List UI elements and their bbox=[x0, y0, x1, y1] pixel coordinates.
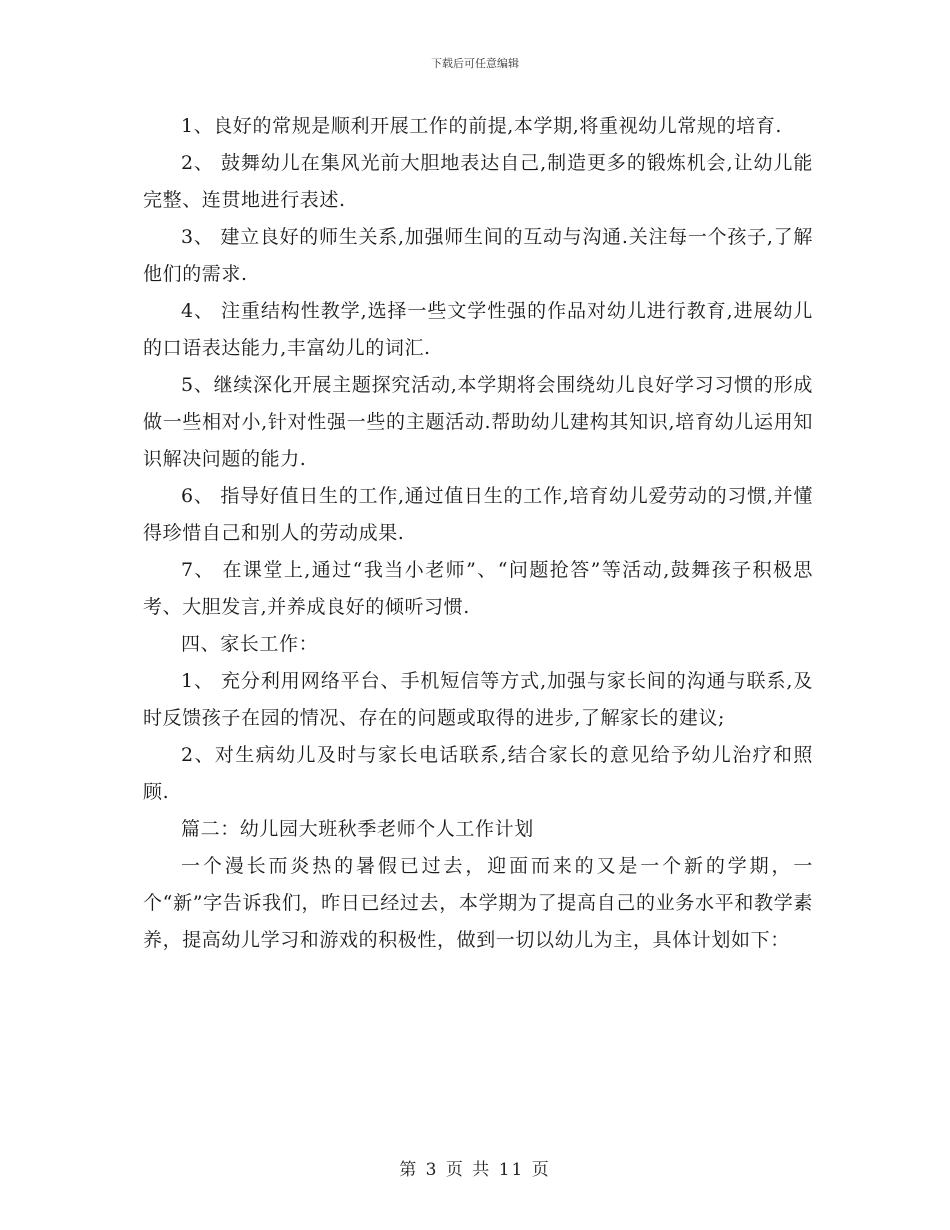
section-heading-parent-work: 四、家长工作： bbox=[181, 633, 319, 655]
page-header: 下载后可任意编辑 bbox=[431, 57, 519, 70]
paragraph-parent-2: 2、对生病幼儿及时与家长电话联系,结合家长的意见给予幼儿治疗和照顾. bbox=[143, 744, 813, 803]
paragraph-4: 4、 注重结构性教学,选择一些文学性强的作品对幼儿进行教育,进展幼儿的口语表达能力,丰富幼儿的词汇. bbox=[143, 300, 813, 359]
page-number: 第 3 页 共 11 页 bbox=[399, 1160, 551, 1180]
paragraph-intro: 一个漫长而炎热的暑假已过去，迎面而来的又是一个新的学期，一个“新”字告诉我们，昨日已经过去，本学期为了提高自己的业务水平和教学素养，提高幼儿学习和游戏的积极性，做到一切以幼儿为主，具体计划如下： bbox=[143, 855, 813, 951]
paragraph-1: 1、良好的常规是顺利开展工作的前提,本学期,将重视幼儿常规的培育. bbox=[181, 115, 783, 137]
paragraph-7: 7、 在课堂上,通过“我当小老师”、“问题抢答”等活动,鼓舞孩子积极思考、大胆发言,并养成良好的倾听习惯. bbox=[143, 559, 813, 618]
paragraph-6: 6、 指导好值日生的工作,通过值日生的工作,培育幼儿爱劳动的习惯,并懂得珍惜自己和别人的劳动成果. bbox=[143, 485, 813, 544]
paragraph-2: 2、 鼓舞幼儿在集风光前大胆地表达自己,制造更多的锻炼机会,让幼儿能完整、连贯地进行表述. bbox=[143, 152, 813, 211]
paragraph-3: 3、 建立良好的师生关系,加强师生间的互动与沟通.关注每一个孩子,了解他们的需求. bbox=[143, 226, 813, 285]
article-title-part-two: 篇二：幼儿园大班秋季老师个人工作计划 bbox=[181, 818, 534, 840]
document-body bbox=[143, 108, 813, 959]
paragraph-5: 5、继续深化开展主题探究活动,本学期将会围绕幼儿良好学习习惯的形成做一些相对小,针对性强一些的主题活动.帮助幼儿建构其知识,培育幼儿运用知识解决问题的能力. bbox=[143, 374, 813, 470]
paragraph-parent-1: 1、 充分利用网络平台、手机短信等方式,加强与家长间的沟通与联系,及时反馈孩子在园的情况、存在的问题或取得的进步,了解家长的建议; bbox=[143, 670, 813, 729]
